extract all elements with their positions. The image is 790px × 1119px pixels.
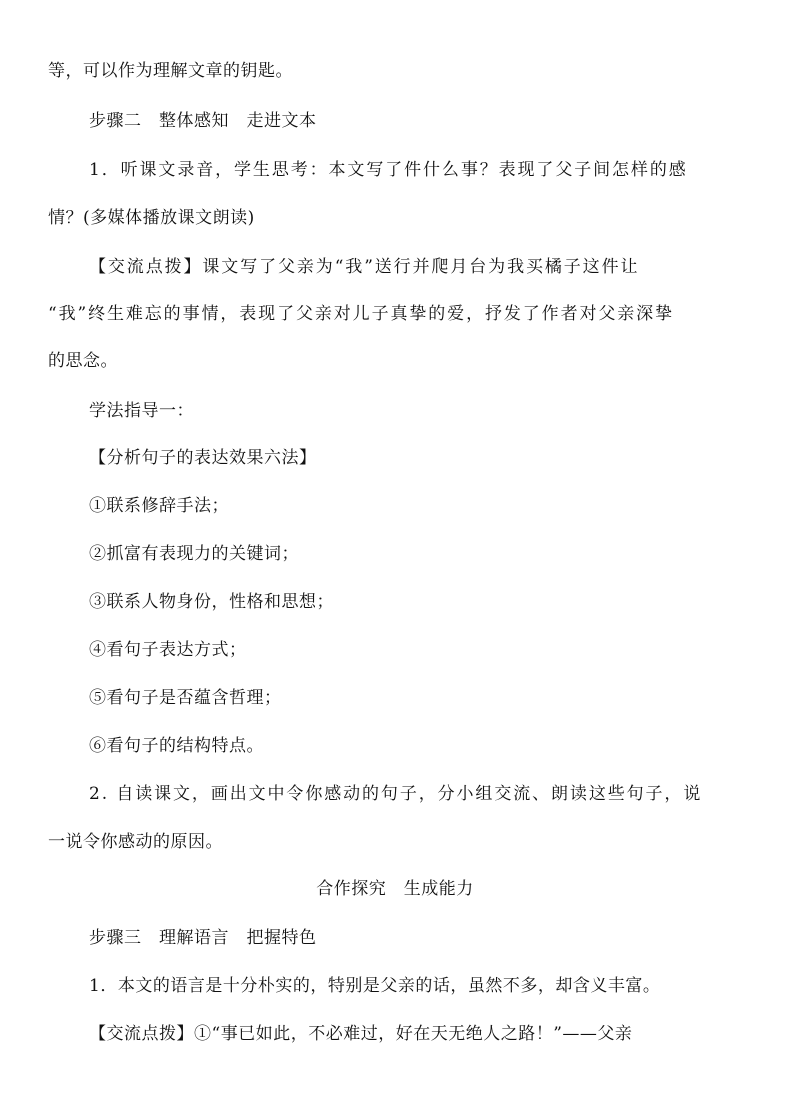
list-item: ②抓富有表现力的关键词； [89, 544, 299, 564]
section-title: 合作探究 生成能力 [316, 879, 474, 899]
text-line: 情？(多媒体播放课文朗读) [48, 208, 255, 228]
step-heading: 步骤三 理解语言 把握特色 [89, 928, 317, 948]
list-item: ⑥看句子的结构特点。 [89, 736, 264, 756]
list-item: ③联系人物身份，性格和思想； [89, 592, 334, 612]
text-line: 【交流点拨】①“事已如此，不必难过，好在天无绝人之路！”——父亲 [89, 1024, 633, 1044]
text-line: 的思念。 [48, 351, 118, 371]
text-line: 等，可以作为理解文章的钥匙。 [48, 61, 293, 81]
text-line: 【交流点拨】课文写了父亲为“我”送行并爬月台为我买橘子这件让 [89, 257, 640, 277]
text-line: 1．听课文录音，学生思考：本文写了件什么事？表现了父子间怎样的感 [89, 160, 688, 180]
text-line: 2. 自读课文，画出文中令你感动的句子，分小组交流、朗读这些句子，说 [89, 784, 703, 804]
step-heading: 步骤二 整体感知 走进文本 [89, 111, 317, 131]
text-line: 一说令你感动的原因。 [48, 832, 223, 852]
section-heading: 【分析句子的表达效果六法】 [89, 448, 317, 468]
text-line: 学法指导一： [89, 401, 194, 421]
list-item: ⑤看句子是否蕴含哲理； [89, 688, 282, 708]
text-line: “我”终生难忘的事情，表现了父亲对儿子真挚的爱，抒发了作者对父亲深挚 [48, 304, 674, 324]
text-line: 1．本文的语言是十分朴实的，特别是父亲的话，虽然不多，却含义丰富。 [89, 976, 661, 996]
list-item: ①联系修辞手法； [89, 496, 229, 516]
list-item: ④看句子表达方式； [89, 640, 247, 660]
